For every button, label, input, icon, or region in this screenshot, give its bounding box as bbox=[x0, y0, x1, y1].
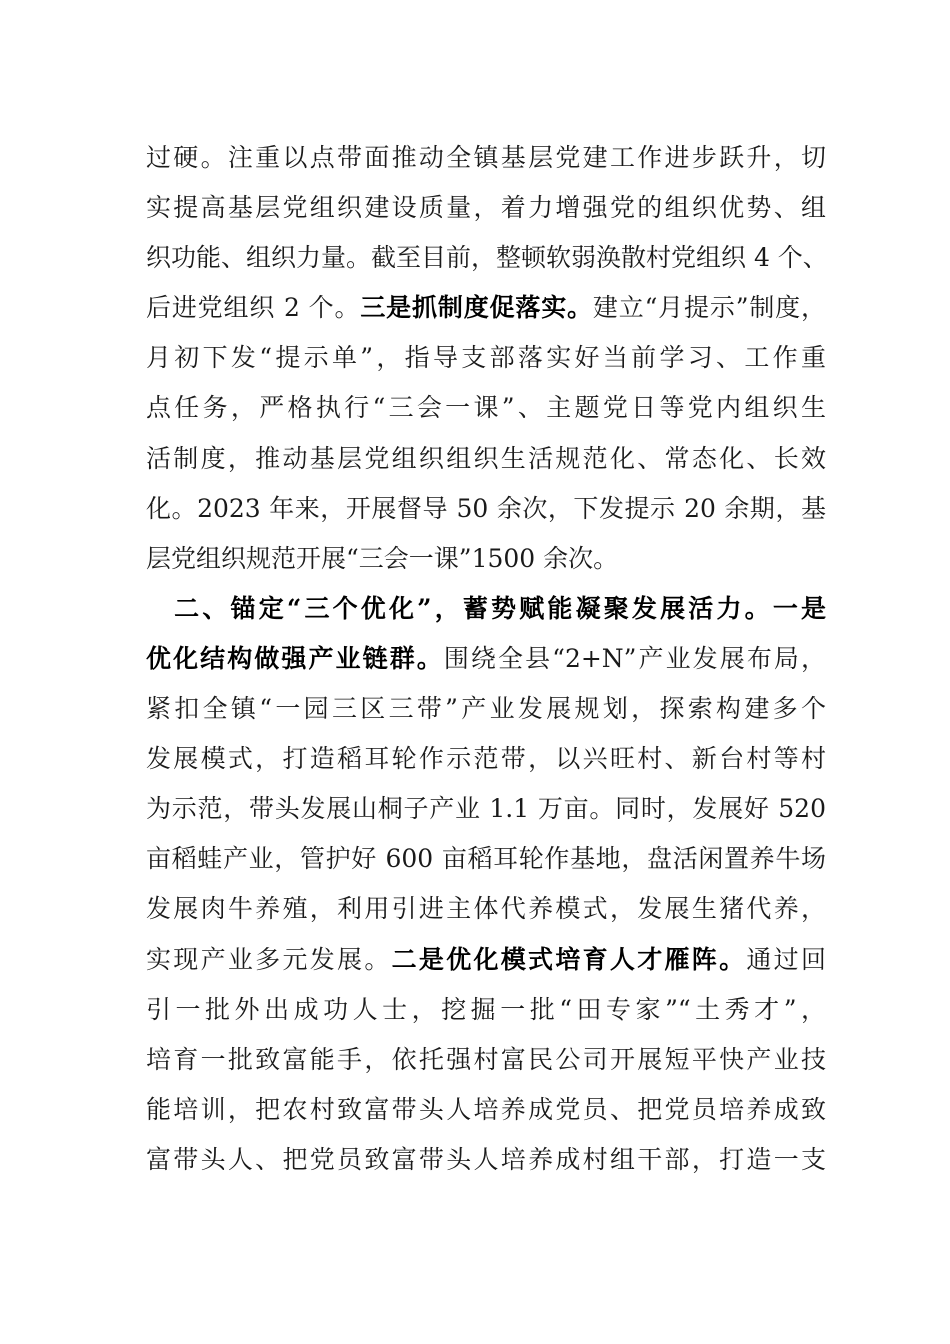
text-run: 层党组织规范开展“三会一课”1500 余次。 bbox=[146, 543, 619, 573]
text-line bbox=[146, 684, 826, 734]
text-run: 围绕全县“2+N”产业发展布局， bbox=[443, 643, 826, 673]
text-line bbox=[146, 734, 826, 784]
document-body bbox=[146, 133, 826, 1185]
text-line bbox=[146, 935, 826, 985]
bold-heading-run: 二、锚定“三个优化”，蓄势赋能凝聚发展活力。一是 bbox=[146, 593, 826, 623]
text-run: 培育一批致富能手，依托强村富民公司开展短平快产业技 bbox=[146, 1044, 826, 1074]
text-run: 建立“月提示”制度， bbox=[592, 293, 826, 323]
text-run: 月初下发“提示单”，指导支部落实好当前学习、工作重 bbox=[146, 343, 826, 373]
text-run: 能培训，把农村致富带头人培养成党员、把党员培养成致 bbox=[146, 1094, 826, 1124]
text-line bbox=[146, 1035, 826, 1085]
text-line bbox=[146, 784, 826, 834]
text-run: 实现产业多元发展。 bbox=[146, 944, 392, 974]
text-run: 引一批外出成功人士，挖掘一批“田专家”“土秀才”， bbox=[146, 994, 826, 1024]
section-heading-line bbox=[146, 584, 826, 634]
text-line bbox=[146, 1135, 826, 1185]
text-line bbox=[146, 484, 826, 534]
text-line bbox=[146, 534, 826, 584]
text-line bbox=[146, 133, 826, 183]
text-run: 点任务，严格执行“三会一课”、主题党日等党内组织生 bbox=[146, 393, 826, 423]
text-line bbox=[146, 834, 826, 884]
text-line bbox=[146, 985, 826, 1035]
text-run: 后进党组织 2 个。 bbox=[146, 293, 361, 323]
text-run: 发展模式，打造稻耳轮作示范带，以兴旺村、新台村等村 bbox=[146, 744, 826, 774]
text-run: 过硬。注重以点带面推动全镇基层党建工作进步跃升，切 bbox=[146, 143, 826, 172]
text-run: 紧扣全镇“一园三区三带”产业发展规划，探索构建多个 bbox=[146, 694, 826, 724]
text-line bbox=[146, 434, 826, 484]
text-run: 为示范，带头发展山桐子产业 1.1 万亩。同时，发展好 520 bbox=[146, 794, 826, 824]
text-line bbox=[146, 634, 826, 684]
bold-heading-run: 优化结构做强产业链群。 bbox=[146, 643, 444, 673]
text-run: 化。2023 年来，开展督导 50 余次，下发提示 20 余期，基 bbox=[146, 493, 826, 523]
text-run: 富带头人、把党员致富带头人培养成村组干部，打造一支 bbox=[146, 1144, 826, 1174]
text-line bbox=[146, 283, 826, 333]
text-line bbox=[146, 333, 826, 383]
text-line bbox=[146, 1085, 826, 1135]
text-line bbox=[146, 233, 826, 283]
text-line bbox=[146, 183, 826, 233]
text-run: 活制度，推动基层党组织组织生活规范化、常态化、长效 bbox=[146, 443, 826, 473]
bold-heading-run: 三是抓制度促落实。 bbox=[360, 293, 593, 323]
text-run: 通过回 bbox=[746, 944, 826, 974]
text-run: 实提高基层党组织建设质量，着力增强党的组织优势、组 bbox=[146, 193, 826, 223]
text-line bbox=[146, 884, 826, 934]
bold-heading-run: 二是优化模式培育人才雁阵。 bbox=[391, 944, 747, 974]
text-run: 亩稻蛙产业，管护好 600 亩稻耳轮作基地，盘活闲置养牛场 bbox=[146, 844, 826, 874]
text-run: 发展肉牛养殖，利用引进主体代养模式，发展生猪代养， bbox=[146, 894, 826, 924]
text-line bbox=[146, 383, 826, 433]
text-run: 织功能、组织力量。截至目前，整顿软弱涣散村党组织 4 个、 bbox=[146, 243, 828, 273]
